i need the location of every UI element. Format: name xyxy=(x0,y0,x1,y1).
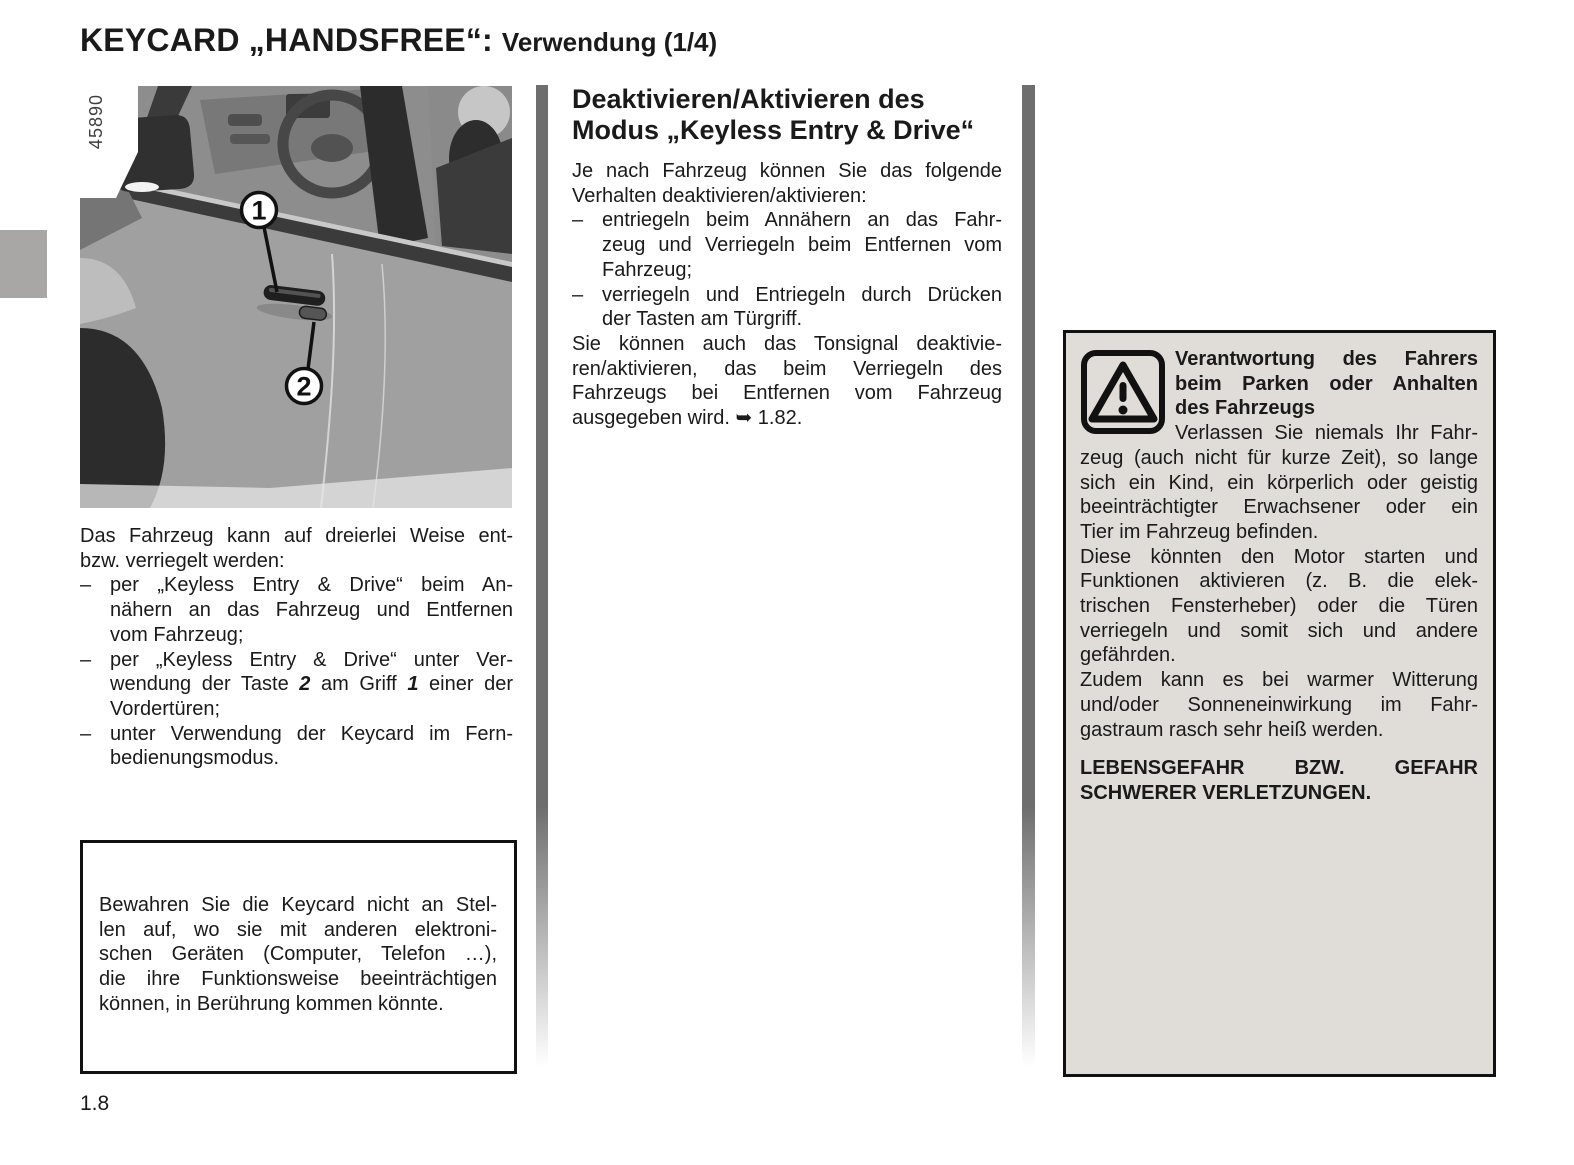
svg-text:2: 2 xyxy=(296,371,312,402)
locking-intro-paragraph: Das Fahrzeug kann auf dreierlei Weise ent- bzw. verriegelt werden: xyxy=(80,525,513,572)
dash-marker: – xyxy=(572,209,584,232)
svg-text:1: 1 xyxy=(251,195,267,226)
list-item xyxy=(80,648,513,722)
section-heading: Deaktivieren/Aktivieren des Modus „Keyless Entry & Drive“ xyxy=(572,84,975,145)
list-item-text: per „Keyless Entry & Drive“ beim An- nähern an das Fahrzeug und Entfernen vom Fahrzeug; xyxy=(110,574,513,646)
car-door-illustration xyxy=(80,86,512,508)
warning-paragraph: Verlassen Sie niemals Ihr Fahr- zeug (auch nicht für kurze Zeit), so lange sich ein Kind, ein körperlich oder geistig beeinträchtigter Erwachsener oder ein Tier im Fahrzeug befinden. xyxy=(1080,422,1478,543)
car-door-photo xyxy=(80,86,512,508)
keycard-note-box xyxy=(80,840,517,1074)
list-item-text: verriegeln und Entriegeln durch Drücken der Tasten am Türgriff. xyxy=(602,283,1002,331)
column-divider-left xyxy=(536,85,548,1087)
warning-paragraph: Diese könnten den Motor starten und Funktionen aktivieren (z. B. die elek- trischen Fensterheber) oder die Türen verriegeln und somit sich und andere gefährden. xyxy=(1080,545,1478,667)
page-number: 1.8 xyxy=(80,1092,110,1115)
handle-lock-button xyxy=(299,306,327,321)
list-item-text: per „Keyless Entry & Drive“ unter Ver- wendung der Taste 2 am Griff 1 einer der Vordertüren; xyxy=(110,648,513,720)
list-item xyxy=(80,722,513,771)
driver-responsibility-warning-box xyxy=(1063,330,1496,1077)
figure-number: 45890 xyxy=(86,94,106,150)
deactivate-mode-section xyxy=(572,84,1002,431)
page-title-sub: Verwendung (1/4) xyxy=(501,27,718,57)
dash-marker: – xyxy=(572,283,584,306)
page-title-main: KEYCARD „HANDSFREE“: xyxy=(80,22,493,58)
locking-methods-section xyxy=(80,524,513,771)
list-item-text: entriegeln beim Annähern an das Fahr- zeug und Verriegeln beim Entfernen vom Fahrzeug; xyxy=(602,209,1002,281)
warning-paragraph: Zudem kann es bei warmer Witterung und/oder Sonneneinwirkung im Fahr- gastraum rasch sehr heiß werden. xyxy=(1080,669,1478,741)
dash-marker: – xyxy=(80,722,92,745)
behavior-intro-paragraph: Je nach Fahrzeug können Sie das folgende Verhalten deaktivieren/aktivieren: xyxy=(572,160,1002,207)
list-item xyxy=(80,573,513,647)
warning-title: Verantwortung des Fahrers beim Parken oder Anhalten des Fahrzeugs xyxy=(1175,348,1478,420)
section-edge-tab xyxy=(0,230,47,298)
dash-marker: – xyxy=(80,574,92,597)
list-item xyxy=(572,283,1002,332)
page-title xyxy=(80,22,717,59)
dash-marker: – xyxy=(80,648,92,671)
list-item-text: unter Verwendung der Keycard im Fern- bedienungsmodus. xyxy=(110,722,513,770)
keycard-note-text: Bewahren Sie die Keycard nicht an Stel- len auf, wo sie mit anderen elektroni- schen Geräten (Computer, Telefon …), die ihre Funktionsweise beeinträchtigen können, in Berührung kommen könnte. xyxy=(99,894,497,1015)
tone-signal-paragraph: Sie können auch das Tonsignal deaktivie- ren/aktivieren, das beim Verriegeln des Fahrzeugs bei Entfernen vom Fahrzeug ausgegeben wird. ➥ 1.82. xyxy=(572,332,1002,430)
warning-triangle-icon xyxy=(1080,349,1166,435)
danger-statement: LEBENSGEFAHR BZW. GEFAHR SCHWERER VERLETZUNGEN. xyxy=(1080,757,1478,804)
list-item xyxy=(572,208,1002,282)
column-divider-right xyxy=(1022,85,1035,1087)
